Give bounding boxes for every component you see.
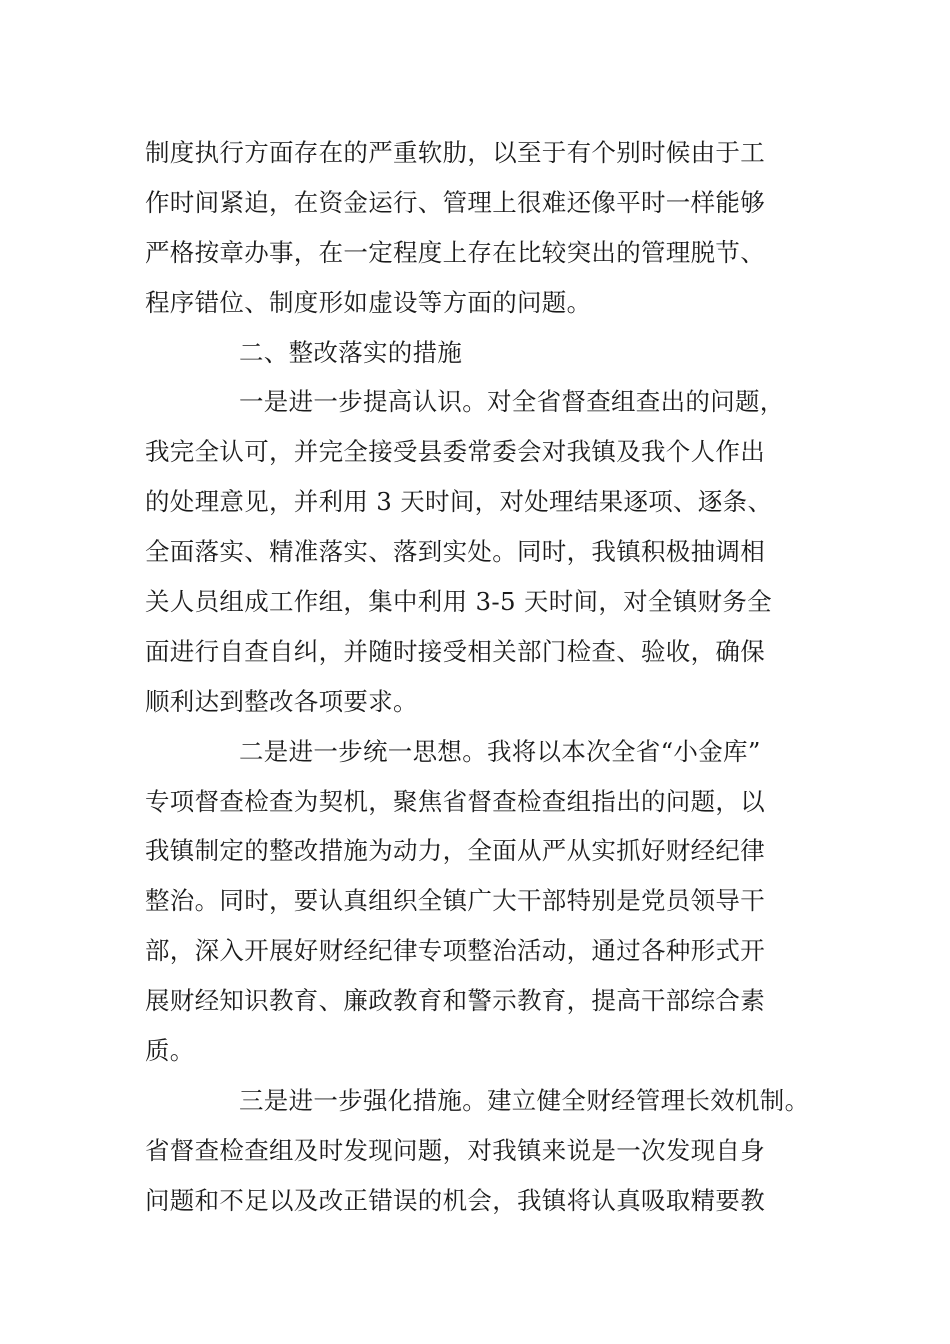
body-line: 省督查检查组及时发现问题，对我镇来说是一次发现自身 [145, 1135, 765, 1165]
body-line: 问题和不足以及改正错误的机会，我镇将认真吸取精要教 [145, 1185, 765, 1215]
body-line: 的处理意见，并利用 3 天时间，对处理结果逐项、逐条、 [145, 487, 773, 517]
body-line: 我完全认可，并完全接受县委常委会对我镇及我个人作出 [145, 437, 765, 467]
body-line: 顺利达到整改各项要求。 [145, 686, 418, 716]
body-line: 质。 [145, 1036, 195, 1066]
body-line: 面进行自查自纠，并随时接受相关部门检查、验收，确保 [145, 636, 765, 666]
body-line: 整治。同时，要认真组织全镇广大干部特别是党员领导干 [145, 886, 765, 916]
body-line: 部，深入开展好财经纪律专项整治活动，通过各种形式开 [145, 936, 765, 966]
body-line: 关人员组成工作组，集中利用 3-5 天时间，对全镇财务全 [145, 587, 772, 617]
body-line: 专项督查检查为契机，聚焦省督查检查组指出的问题，以 [145, 786, 765, 816]
body-line: 严格按章办事，在一定程度上存在比较突出的管理脱节、 [145, 237, 765, 267]
section-heading: 二、整改落实的措施 [239, 337, 463, 367]
document-body [145, 128, 815, 1226]
body-line: 程序错位、制度形如虚设等方面的问题。 [145, 287, 592, 317]
body-line: 我镇制定的整改措施为动力，全面从严从实抓好财经纪律 [145, 836, 765, 866]
body-line: 展财经知识教育、廉政教育和警示教育，提高干部综合素 [145, 986, 765, 1016]
body-line: 制度执行方面存在的严重软肋，以至于有个别时候由于工 [145, 138, 765, 167]
paragraph-first-line: 三是进一步强化措施。建立健全财经管理长效机制。 [239, 1085, 810, 1115]
paragraph-first-line: 一是进一步提高认识。对全省督查组查出的问题， [239, 387, 785, 417]
body-line: 全面落实、精准落实、落到实处。同时，我镇积极抽调相 [145, 537, 765, 567]
paragraph-first-line: 二是进一步统一思想。我将以本次全省“小金库” [239, 736, 761, 766]
body-line: 作时间紧迫，在资金运行、管理上很难还像平时一样能够 [145, 187, 765, 217]
